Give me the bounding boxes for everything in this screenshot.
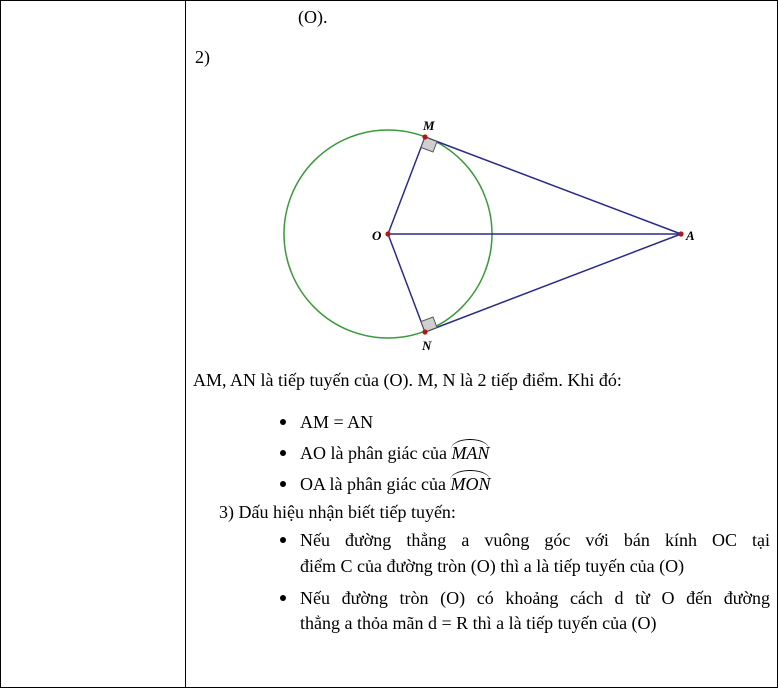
angle-man: MAN: [451, 443, 490, 463]
word: tại: [752, 530, 770, 550]
word: đường: [723, 588, 770, 608]
criterion-1-line-2: điểm C của đường tròn (O) thì a là tiếp tuyến của (O): [300, 556, 685, 576]
label-a: A: [686, 228, 695, 243]
word: cách: [569, 588, 603, 608]
word: Nếu: [300, 530, 330, 550]
bullet-dot: [280, 537, 286, 543]
point-m: [422, 134, 427, 139]
word: với: [585, 530, 609, 550]
angle-mon: MON: [450, 474, 491, 494]
word: góc: [544, 530, 571, 550]
tangent-figure: [270, 110, 710, 360]
word: tròn: [399, 588, 429, 608]
bullet-dot: [280, 450, 286, 456]
segment-ma: [425, 137, 681, 234]
column-divider: [185, 0, 186, 688]
segment-na: [425, 234, 681, 332]
tangent-intro: AM, AN là tiếp tuyến của (O). M, N là 2 tiếp điểm. Khi đó:: [193, 370, 622, 390]
continued-text: (O).: [298, 7, 328, 27]
word: vuông: [484, 530, 530, 550]
word: d: [614, 588, 624, 608]
label-o: O: [372, 228, 382, 243]
segment-on: [388, 234, 425, 332]
word: (O): [440, 588, 466, 608]
bullet-dot: [280, 595, 286, 601]
label-m: M: [423, 118, 435, 133]
point-o: [385, 231, 390, 236]
word: a: [461, 530, 470, 550]
bullet-dot: [280, 481, 286, 487]
word: bán: [623, 530, 650, 550]
section-2-heading: 2): [195, 47, 210, 67]
bullet-text: AO là phân giác của: [300, 443, 452, 463]
criterion-1-line-1: [300, 531, 770, 549]
criterion-2-line-1: [300, 589, 770, 607]
word: đến: [686, 588, 713, 608]
segment-om: [388, 137, 425, 234]
section-3-heading: 3) Dấu hiệu nhận biết tiếp tuyến:: [219, 502, 456, 522]
property-ao-bisector: [300, 444, 489, 462]
label-n: N: [422, 338, 432, 353]
criterion-2-line-2: thẳng a thỏa mãn d = R thì a là tiếp tuyến của (O): [300, 613, 657, 633]
bullet-text: OA là phân giác của: [300, 474, 451, 494]
word: thẳng: [406, 530, 447, 550]
word: OC: [711, 530, 737, 550]
point-n: [422, 329, 427, 334]
word: khoảng: [505, 588, 559, 608]
point-a: [678, 231, 683, 236]
word: kính: [664, 530, 697, 550]
word: từ: [635, 588, 650, 608]
word: có: [476, 588, 494, 608]
word: đường: [345, 530, 392, 550]
property-oa-bisector: [300, 475, 490, 493]
property-am-an: AM = AN: [300, 412, 374, 432]
word: đường: [341, 588, 388, 608]
bullet-dot: [280, 419, 286, 425]
word: Nếu: [300, 588, 330, 608]
word: O: [661, 588, 675, 608]
